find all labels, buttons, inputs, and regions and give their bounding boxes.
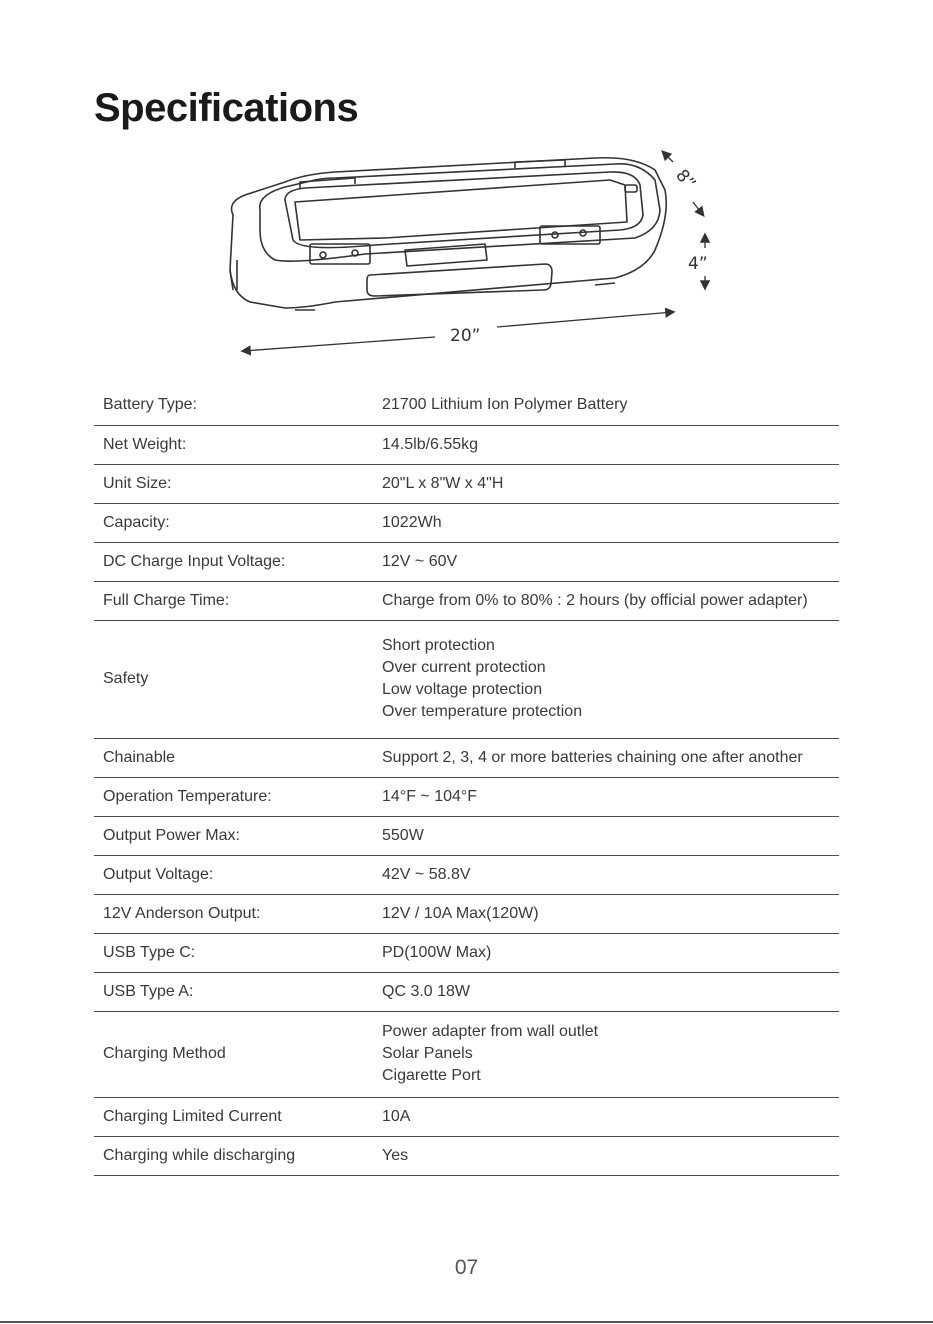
spec-value: PD(100W Max) [382, 943, 492, 961]
spec-value: Yes [382, 1146, 409, 1164]
width-dimension [663, 152, 703, 215]
table-row [94, 777, 839, 816]
spec-value-list [382, 620, 839, 738]
spec-label: Battery Type: [103, 396, 197, 414]
spec-value: 550W [382, 826, 424, 844]
spec-label: Charging Limited Current [103, 1107, 282, 1125]
spec-value: 20"L x 8"W x 4"H [382, 474, 504, 492]
table-row [94, 855, 839, 894]
spec-label: 12V Anderson Output: [103, 904, 261, 922]
page-title: Specifications [94, 86, 359, 130]
spec-value: 1022Wh [382, 513, 442, 531]
height-dimension [688, 235, 708, 288]
table-row [94, 1011, 839, 1097]
table-row [94, 894, 839, 933]
spec-label: Capacity: [103, 513, 170, 531]
height-label: 4” [688, 254, 708, 274]
spec-value: 10A [382, 1107, 411, 1125]
spec-label: Output Voltage: [103, 865, 214, 883]
spec-value-line: Short protection [382, 637, 495, 654]
spec-value-line: Over temperature protection [382, 703, 583, 720]
table-row [94, 425, 839, 464]
spec-value-list [382, 1011, 839, 1097]
table-row [94, 972, 839, 1011]
spec-value: Charge from 0% to 80% : 2 hours (by official power adapter) [382, 591, 808, 609]
spec-value-line: Power adapter from wall outlet [382, 1023, 599, 1040]
spec-value: Support 2, 3, 4 or more batteries chaining one after another [382, 748, 803, 766]
length-dimension [243, 312, 673, 351]
spec-label: Unit Size: [103, 474, 172, 492]
battery-illustration [230, 158, 666, 310]
table-row [94, 1097, 839, 1136]
table-row [94, 933, 839, 972]
spec-value: 14.5lb/6.55kg [382, 435, 479, 453]
table-row [94, 386, 839, 425]
spec-label: Operation Temperature: [103, 787, 272, 805]
spec-value-line: Cigarette Port [382, 1067, 481, 1084]
table-row [94, 620, 839, 738]
spec-label: USB Type A: [103, 982, 194, 1000]
bottom-rule [0, 1321, 933, 1323]
table-row [94, 464, 839, 503]
spec-value: 42V ~ 58.8V [382, 865, 471, 883]
length-label: 20” [450, 326, 481, 346]
table-row [94, 503, 839, 542]
spec-value: 21700 Lithium Ion Polymer Battery [382, 396, 628, 414]
spec-value: 12V / 10A Max(120W) [382, 904, 539, 922]
spec-label: Charging while discharging [103, 1146, 296, 1164]
spec-value-line: Over current protection [382, 659, 546, 676]
spec-label: Charging Method [103, 1045, 226, 1062]
spec-label: Full Charge Time: [103, 591, 230, 609]
spec-label: Net Weight: [103, 435, 187, 453]
spec-value-line: Solar Panels [382, 1045, 473, 1062]
page-number: 07 [454, 1256, 479, 1279]
spec-label: DC Charge Input Voltage: [103, 552, 286, 570]
spec-label: Output Power Max: [103, 826, 240, 844]
table-row [94, 1136, 839, 1175]
table-row [94, 581, 839, 620]
specifications-table [94, 386, 839, 1176]
width-label: 8” [671, 165, 700, 194]
spec-label: Chainable [103, 748, 176, 766]
spec-value: 12V ~ 60V [382, 552, 458, 570]
battery-dimension-figure [215, 140, 725, 365]
table-row [94, 542, 839, 581]
spec-value: QC 3.0 18W [382, 982, 471, 1000]
spec-value: 14°F ~ 104°F [382, 787, 478, 805]
table-row [94, 738, 839, 777]
spec-value-line: Low voltage protection [382, 681, 543, 698]
spec-label: Safety [103, 670, 149, 687]
spec-label: USB Type C: [103, 943, 196, 961]
table-row [94, 816, 839, 855]
